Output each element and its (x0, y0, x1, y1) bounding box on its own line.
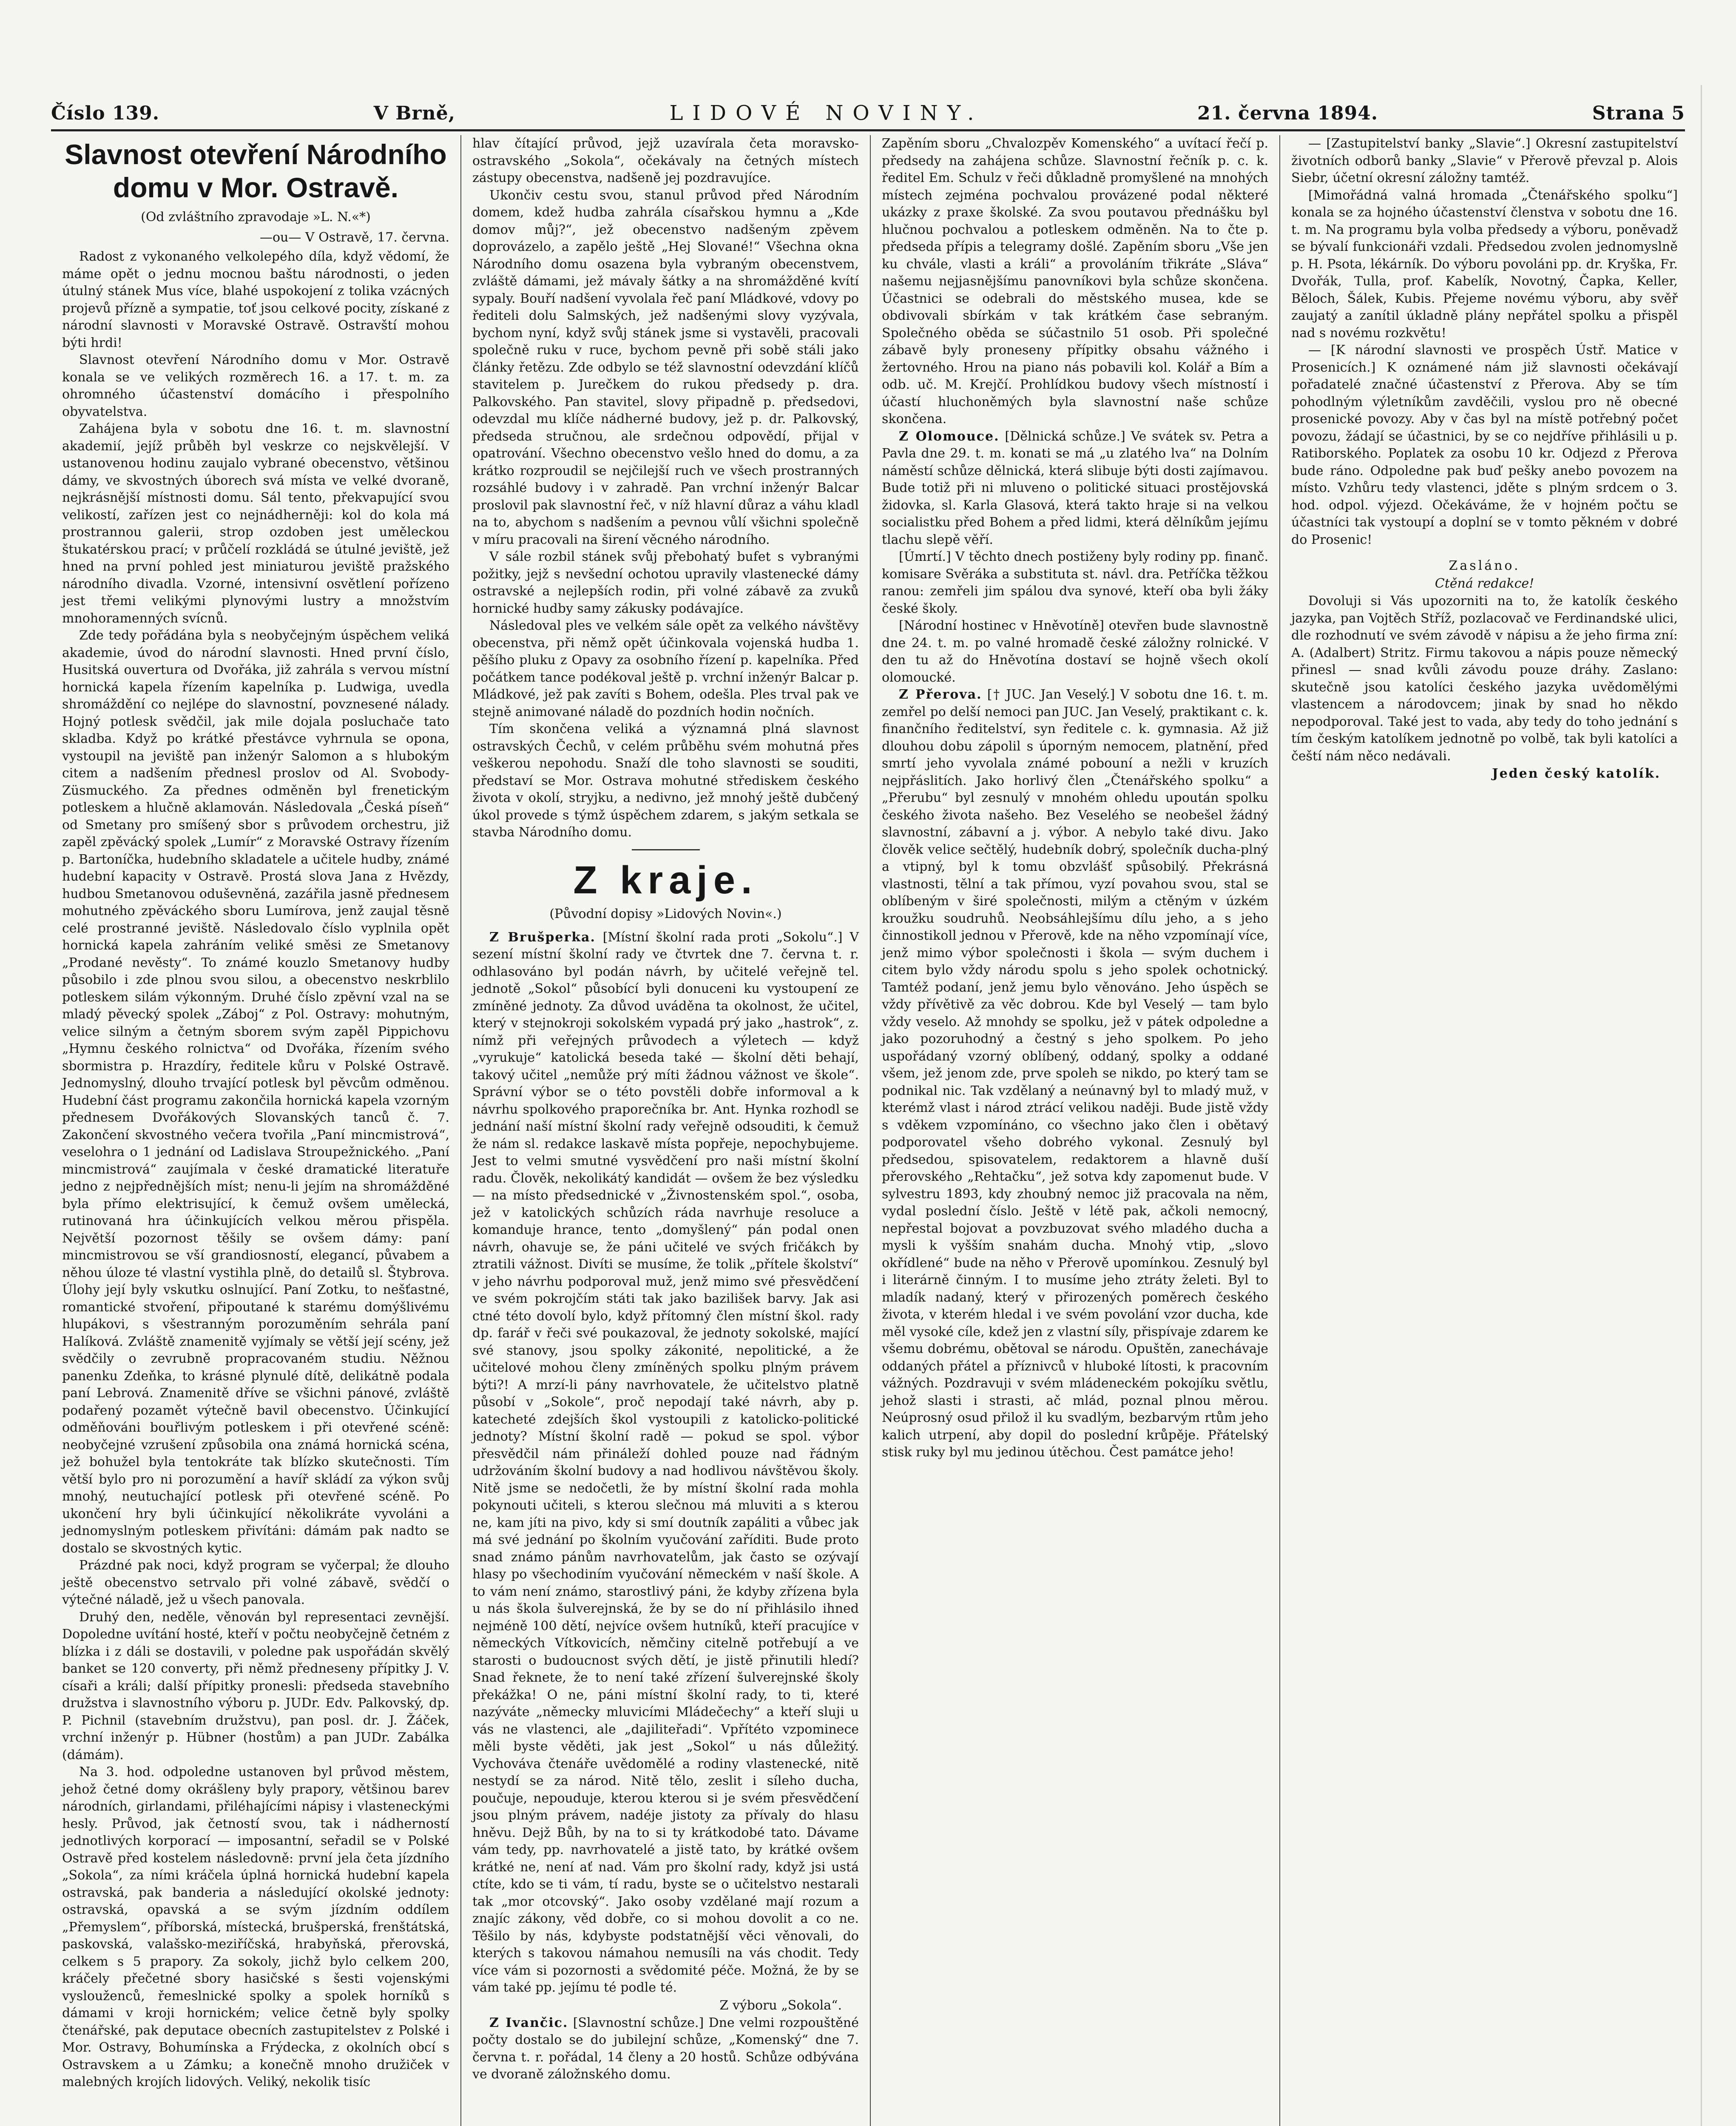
report-signature: Z výboru „Sokola“. (719, 1998, 842, 2013)
notice-salutation: Ctěná redakce! (1435, 576, 1534, 591)
report-paragraph: [Národní hostinec v Hněvotíně] otevřen bude slavnostně dne 24. t. m. po valné hromadě české záložny rolnické. V den tu až do Hněvotína dostaví se hojně všech okolí olomoucké. (882, 618, 1268, 685)
section-title: Z kraje. (573, 858, 758, 902)
report-paragraph: [Úmrtí.] V těchto dnech postiženy byly rodiny pp. finanč. komisare Svěráka a substituta st. návl. dra. Petříčka těžkou ranou: zemřeli jim spálou dva synové, kteří oba byli žáky české školy. (882, 549, 1268, 616)
masthead (51, 97, 1685, 129)
article-paragraph: Následoval ples ve velkém sále opět za velkého návštěvy obecenstva, při němž opět účinkovala vojenská hudba 1. pěšího pluku z Opavy za osobního řízení p. kapelníka. Před počátkem tance podékoval ještě p. vrchní inženýr Balcar p. Mládkové, jež pak zavíti s Bohem, odešla. Ples trval pak ve stejně animované náladě do pozdních hodin nočních. (472, 618, 859, 719)
columns (51, 135, 1690, 2126)
city: V Brně, (373, 102, 455, 124)
report-text: [† JUC. Jan Veselý.] V sobotu dne 16. t. m. zemřel po delší nemoci pan JUC. Jan Veselý, praktikant c. k. finančního ředitelství, syn ředitele c. k. gymnasia. Až již dlouhou dobu zápolil s úporným nemocem, platnění, před smrtí jeho vyvolala známé pobouní a nežli v kruzích nejpřáslitích. Jako horlivý člen „Čtenářského spolku“ a „Přerubu“ byl zesnulý v mnohém ohledu upoután spolku českého života našeho. Bez Veselého se neobešel žádný slavnostní, zábavní a j. výbor. A nebylo také divu. Jako člověk velice sečtělý, hudebník dobrý, společník ducha-plný a vtipný, byl k tomu obzvlášť spůsobilý. Překrásná vlastnosti, tělní a tak přímou, vyzí povahou svou, stal se oblíbeným v širé společnosti, milým a ctěným v úzkém kroužku soudruhů. Neobsáhlejšímu dílu jeho, a s jeho činnostikoll jednou v Přerově, kde na něho vzpomínají více, jenž mimo výbor společnosti i škola — svým duchem i citem bylo vždy národu spolu s jeho spolek ochotnický. Tamtéž podaní, jenž jemu bylo věnováno. Jeho úspěch se vždy přívětivě za věc dobrou. Kde byl Veselý — tam bylo vždy veselo. Až mnohdy se spolku, jež v pátek odpoledne a jako pozoruhodný a čestný s jeho spolkem. Po jeho uspořádaný vzorný oblíbený, oddaný, spolky a oddané všem, jež jenom zde, prve spoleh se nikdo, po který tam se podnikal nic. Tak vzdělaný a neúnavný byl to mladý muž, v kterémž vlast i národ ztrácí velikou naději. Bude jistě vždy s vděkem vzpomínáno, co všechno jako člen i obětavý podporovatel všeho dobrého vykonal. Zesnulý byl předsedou, spisovatelem, redaktorem a hlavně duší přerovského „Rehtačku“, jež sotva kdy zapomenut bude. V sylvestru 1893, kdy zhoubný nemoc již pracovala na něm, vydal poslední číslo. Ještě v létě pak, ačkoli nemocný, nepřestal bojovat a povzbuzovat svého mladého ducha a mysli k vyšším snahám ducha. Mnohý vtip, „slovo okřídlené“ bude na něho v Přerově upomínkou. Zesnulý byl i literárně činným. I to musíme jeho ztráty želeti. Byl to mladík nadaný, který v přirozených poměrech českého života, v kterém hledal i ve svém povolání vzor ducha, kde měl vysoké cíle, kdež jen z vlastní síly, přispívaje zdarem ke všemu dobrému, obětoval se národu. Opuštěn, zanechávaje oddaných přátel a příznivců v hluboké lítosti, k pracovním vážných. Pozdravuji v svém mládeneckém pokojíku světlu, jehož slasti i strasti, ač mlád, poznal plnou měrou. Neúprosný osud přilož il ku svadlým, bezbarvým rtům jeho kalich utrpení, aby dopil do poslední krůpěje. Přátelský stisk ruky byl mu jedinou útěchou. Čest památce jeho! (882, 687, 1268, 1460)
column-1 (51, 135, 460, 2126)
section-subtitle: (Původní dopisy »Lidových Novin«.) (549, 906, 782, 921)
report-place: Z Ivančic. (489, 2015, 568, 2030)
report-paragraph (882, 686, 1268, 1461)
report-paragraph (472, 2015, 859, 2083)
article-paragraph: V sále rozbil stánek svůj přebohatý bufet s vybranými požitky, jejž s nevšední ochotou upravily vlastenecké dámy ostravské a nejlepších rodin, při volné zábavě za zvuků hornické hudby samy zákusky podávajíce. (472, 549, 859, 616)
report-paragraph (472, 929, 859, 1997)
article-paragraph: Tím skončena veliká a významná plná slavnost ostravských Čechů, v celém průběhu svém mohutná přes veškerou nepohodu. Snaží dle toho slavnosti se souditi, představí se Mor. Ostrava mohutné střediskem českého života v okolí, stryjku, a nedivno, jež mnohý ještě dubčený úkol provede s týmž úspěchem zdarem, s jakým setkala se stavba Národního domu. (472, 722, 859, 840)
issue-date: 21. června 1894. (1197, 102, 1378, 124)
column-2 (460, 135, 870, 2126)
report-place: Z Olomouce. (899, 429, 1000, 444)
article-headline: Slavnost otevření Národního domu v Mor. Ostravě. (65, 139, 447, 203)
report-paragraph: — [K národní slavnosti ve prospěch Ústř. Matice v Prosenicích.] K oznámené nám již slavnosti očekávají pořadatelé značné účastenství z Přerova. Aby se tím pohodlným výletníkům zavděčili, vyslou pro ně obecné prosenické povozy. Aby v čas byl na místě potřebný počet povozu, žádají se účastnici, by se co nejdříve přihlásili u p. Ratiborského. Poplatek za osobu 10 kr. Odjezd z Přerova bude ráno. Odpoledne pak buď pešky anebo povozem na místo. Vzhůru tedy vlastenci, jděte s plným srdcem o 3. hod. odpol. výjezd. Očekáváme, že v hojném počtu se účastníci tak vystoupí a doplní se v tomto pěkném v dobré do Prosenic! (1291, 343, 1678, 547)
article-paragraph: Druhý den, neděle, věnován byl representaci zevnější. Dopoledne uvítání hosté, kteří v počtu neobyčejně četném z blízka i z dáli se dostavili, v poledne pak uspořádán skvělý banket se 120 converty, při němž předneseny přípitky J. V. císaři a králi; další přípitky pronesli: předseda stavebního družstva i slavnostního výboru p. JUDr. Edv. Palkovský, dp. P. Pichnil (stavebním družstvu), pan posl. dr. J. Žáček, vrchní inženýr p. Hübner (hostům) a pan JUDr. Zabálka (dámám). (62, 1609, 449, 1762)
article-paragraph: Na 3. hod. odpoledne ustanoven byl průvod městem, jehož četné domy okrášleny byly prapory, většinou barev národních, girlandami, přiléhajícími nápisy i vlasteneckými hesly. Průvod, jak četností svou, tak i nádherností jednotlivých korporací — imposantní, seřadil se v Polské Ostravě před kostelem následovně: první jela četa jízdního „Sokola“, za ními kráčela úplná hornická hudební kapela ostravská, pak banderia a následující okolské jednoty: ostravská, opavská a se svým jízdním oddílem „Přemyslem“, příborská, místecká, brušperská, frenštátská, paskovská, valašsko-meziříčská, hrabyňská, přerovská, celkem s 5 prapory. Za sokoly, jichž bylo celkem 200, kráčely přečetné sbory hasičské s šesti vojenskými vyslouženců, řemeslnické spolky a spolek horníků s dámami v kroji hornickém; velice četně byly spolky čtenářské, pak deputace obecních zastupitelstev z Polské i Mor. Ostravy, Bohumínska a Frýdecka, z okolních obcí s Ostravskem a u Zámku; a konečně mnoho družiček v malebných krojích lidových. Veliký, nekolik tisíc (62, 1765, 449, 2089)
article-paragraph: Radost z vykonaného velkolepého díla, když vědomí, že máme opět o jednu mocnou baštu národnosti, o jeden útulný stánek Mus více, blahé uspokojení z tolika vzácných projevů přízně a sympatie, toť jsou celkové pocity, získané z národní slavnosti v Moravské Ostravě. Ostravští mohou býti hrdi! (62, 249, 449, 350)
report-text: [Slavnostní schůze.] Dne velmi rozpouštěné počty dostalo se do jubilejní schůze, „Komenský“ dne 7. června t. r. pořádal, 14 členy a 20 hostů. Schůze odbývána ve dvoraně záložnského domu. (472, 2015, 859, 2082)
report-paragraph: Zapěním sboru „Chvalozpěv Komenského“ a uvítací řečí p. předsedy na zahájena schůze. Slavnostní řečník p. c. k. ředitel Em. Schulz v řeči důkladně promyšlené na mnohých místech zejména pochvalou provázené podal některé ukázky z praxe školské. Za svou poutavou přednášku byl hlučnou pochvalou a potleskem odměněn. Na to čte p. předseda přípis a telegramy došlé. Zapěním sboru „Vše jen ku chvále, vlasti a králi“ a provoláním třikráte „Sláva“ našemu nejjasnějšímu panovníkovi byla schůze skončena. Účastnici se odebrali do městského musea, kde se obdivovali sbírkám v tak krátkém čase sebraným. Společného oběda se súčastnilo 51 osob. Při společné zábavě byly proneseny přípitky obsahu vážného i žertovného. Hrou na piano nás pobavili kol. Kolář a Bím a odb. uč. M. Krejčí. Prohlídkou budovy všech místností i účastí hluchoněmých byla slavnostní naše schůze skončena. (882, 136, 1268, 426)
notice-text: Dovoluji si Vás upozorniti na to, že katolík českého jazyka, pan Vojtěch Stříž, pozlacovač ve Ferdinandské ulici, dle rozhodnutí ve svém závodě v nápisu a že jeho firma zní: A. (Adalbert) Stritz. Firmu takovou a nápis pouze německý přinesl — snad kvůli závodu pouze dráhy. Zaslano: skutečně jsou katolíci českého jazyka uvědomělými vlastencem a národovcem; jinak by snad ho někdo nepodporoval. Také jest to vada, aby tedy do toho jednání s tím českým katolíkem jednotně po volbě, tak byli katolíci a čeští nám něco nedávali. (1291, 594, 1678, 764)
report-place: Z Brušperka. (489, 929, 596, 945)
article-paragraph: Zahájena byla v sobotu dne 16. t. m. slavnostní akademií, jejíž průběh byl veskrze co nejskvělejší. V ustanovenou hodinu zaujalo vybrané obecenstvo, většinou dámy, ve skvostných úborech svá místa ve velké dvoraně, nejkrásnější místnosti domu. Sál tento, překvapující svou velikostí, zařízen jest co nejnádherněji: kol do kola má prostrannou galerii, strop ozdoben jest uměleckou štukatérskou prací; v průčelí rozkládá se útulné jeviště, jež hned na první pohled jest miniaturou jeviště pražského národního divadla. Vzorné, intensivní osvětlení pořízeno jest třemi velikými plynovými lustry a množstvím mnohoramenných svícnů. (62, 421, 449, 626)
page-edge-rule (1701, 85, 1702, 2126)
notice-signature: Jeden český katolík. (1492, 766, 1661, 781)
newspaper-title: LIDOVÉ NOVINY. (669, 101, 983, 125)
report-paragraph: [Mimořádná valná hromada „Čtenářského spolku“] konala se za hojného účastenství členstva v sobotu dne 16. t. m. Na programu byla volba předsedy a výboru, poněvadž se bývalí funkcionáři vzdali. Předsedou zvolen jednomyslně p. H. Psota, lékárník. Do výboru povoláni pp. dr. Kryška, Fr. Dvořák, Tulla, prof. Kabelík, Novotný, Čapka, Keller, Běloch, Šálek, Kubis. Přejeme novému výboru, aby svěř zaujatý a zanítil úkladně plány nepřátel spolku a přispěl nad s novému rozkvětu! (1291, 188, 1678, 341)
article-paragraph: Ukončiv cestu svou, stanul průvod před Národním domem, kdež hudba zahrála císařskou hymnu a „Kde domov můj?“, jež obecenstvo nadšeným zpěvem doprovázelo, a zapělo ještě „Hej Slované!“ Všechna okna Národního domu osazena byla vybraným obecenstvem, zvláště dámami, jež mávaly šátky a na shromážděné kvítí sypaly. Bouří nadšení vyvolala řeč paní Mládkové, vdovy po řediteli dolu Salmských, jež nadšenými slovy vyzývala, bychom nyní, když svůj stánek jsme si vystavěli, pracovali společně ruku v ruce, bychom pevně při sobě stáli jako články řetězu. Zde odbylo se též slavnostní odevzdání klíčů stavitelem p. Jurečkem do rukou předsedy p. dra. Palkovského. Pan stavitel, slovy připadně p. předsedovi, odevzdal mu klíče nádherné budovy, jež p. dr. Palkovský, předseda stručnou, ale srdečnou odpovědí, přijal v opatrování. Všechno obecenstvo vešlo hned do domu, a za krátko rozproudil se nejčilejší ruch ve všech prostranných rozsáhlé budovy i v zahradě. Pan vrchní inženýr Balcar proslovil pak slavnostní řeč, v níž hlavní důraz a váhu kladl na to, abychom s nadšením a pevnou vůlí všichni společně v míru pracovali na širení věcného národního. (472, 188, 859, 547)
report-text: [Místní školní rada proti „Sokolu“.] V sezení místní školní rady ve čtvrtek dne 7. června t. r. odhlasováno byl podán návrh, by učitelé veřejně tel. jednotě „Sokol“ působící byli donuceni ku vystoupení ze zmíněné jednoty. Za důvod uváděna ta okolnost, že učitel, který v stejnokroji sokolském vypadá prý jako „hastrok“, z. nímž při veřejných průvodech a výletech — když „vyrukuje“ katolická beseda také — školní děti behají, takový učitel „nemůže prý míti žádnou vážnost ve škole“. Správní výbor se o této povstěli dobře informoval a k návrhu spolkového praporečníka br. Ant. Hynka rozhodl se jednání naší místní školní rady veřejně odsouditi, k čemuž že nám sl. redakce laskavě místa popřeje, nepochybujeme. Jest to velmi smutné vysvědčení pro naši místní školní radu. Člověk, nekolikátý kandidát — ovšem že bez výsledku — na místo předsednické v „Živnostenském spol.“, osoba, jež v katolických schůzích ráda navrhuje resoluce a komanduje hrance, tento „domyšlený“ pán podal onen návrh, ohavuje se, že páni učitelé ve svých fričákch by ztratili vážnost. Divíti se musíme, že tolik „přítele školství“ v jeho návrhu podporoval muž, jenž mimo své přesvědčení ve svém pokrojčím státi tak jako bazilišek barvy. Jak asi ctné této dovolí bylo, když přítomný člen místní škol. rady dp. farář v řeči své poukazoval, že jednoty sokolské, mající své stanovy, jsou spolky zákonité, nepolitické, a že učitelové mohou členy zmíněných spolku plným právem býti?! A mrzí-li pány navrhovatele, že učitelstvo platně působí v „Sokole“, proč nepodají také návrh, aby p. katecheté zdejších škol vystoupili z katolicko-politické jednoty? Místní školní radě — pokud se spol. výbor přesvědčil nám přináleží dohled pouze nad řádným udržováním školní budovy a nad hodlivou návštěvou školy. Nitě jsme se nedočetli, že by místní školní rada mohla pokynouti učiteli, s kterou slečnou má mluviti a s kterou ne, kam jíti na pivo, kdy si smí doutník zapáliti a vůbec jak má své jednání po školním vyučování zaříditi. Bude proto snad známo pánům navrhovatelům, jak často se ozývají hlasy po všechodiním vyučování německém v naší škole. A to vám není známo, starostlivý páni, že kdyby zřízena byla u nás škola šulverejnská, že by se do ní přihlásilo ihned nejméně 100 dětí, nejvíce ovšem hutníků, kteří pracujíce v německých Vítkovicích, němčiny citelně potřebují a ve starosti o budoucnost svých dětí, je jistě přinutili hledí? Snad řeknete, že to není také zřízení šulverejnské školy překážka! O ne, páni místní školní rady, to ti, které nazýváte „německy mluvicími Mládečechy“ a kteří sluji u vás ne vlastenci, ale „dajiliteřadi“. Vpřítéto vzpominece měli byste věděti, jak jest „Sokol“ u nás důležitý. Vychováva čtenáře uvědomělé a rodiny vlastenecké, nitě nestydí se za národ. Nitě tělo, zeslit i síleho ducha, poučuje, nepouduje, kterou kterou si je svém přesvědčení jsou plným právem, nadéje jistoty za přívaly do hlasu hněvu. Dejž Bůh, by na to si ty krátkodobé tato. Dávame vám tedy, pp. navrhovatelé a jistě tato, by krátké ovšem krátké ne, není ať nad. Vám pro školní rady, když jsi ustá ctíte, kdo se ti vám, tí radu, byste se o učitelstvo nestarali tak „mor otcovský“. Jako osoby vzdělané mají rozum a znajíc zákony, věd dobře, co si mohou dovolit a co ne. Těšilo by nás, kdybyste podstatnější věci věnovali, do kterých s takovou námahou nemusíli na vás chodit. Tedy více vám si pozornosti a svědomité péče. Možná, že by se vám také pp. jejímu té podle té. (472, 929, 859, 1995)
article-dateline: —ou— V Ostravě, 17. června. (259, 230, 449, 245)
article-paragraph: hlav čítající průvod, jejž uzavírala četa moravsko-ostravského „Sokola“, očekávaly na četných místech zástupy obecenstva, nadšeně jej pozdravujíce. (472, 136, 859, 185)
notice-heading: Zasláno. (1449, 558, 1520, 573)
column-4 (1279, 135, 1689, 2126)
report-place: Z Přerova. (899, 687, 982, 702)
report-paragraph: — [Zastupitelství banky „Slavie“.] Okresní zastupitelství životních odborů banky „Slavie“ v Přerově převzal p. Alois Siebr, účetní okresní záložny tamtéž. (1291, 136, 1678, 185)
article-paragraph: Prázdné pak noci, když program se vyčerpal; že dlouho ještě obecenstvo setrvalo při volné zábavě, svědčí o výtečné náladě, jež u všech panovala. (62, 1558, 449, 1607)
article-paragraph: Slavnost otevření Národního domu v Mor. Ostravě konala se ve velikých rozměrech 16. a 17. t. m. za ohromného účastenství domácího i přespolního obyvatelstva. (62, 352, 449, 419)
column-3 (870, 135, 1279, 2126)
page-number: Strana 5 (1592, 102, 1685, 124)
section-divider (632, 849, 700, 850)
article-paragraph: Zde tedy pořádána byla s neobyčejným úspěchem veliká akademie, úvod do národní slavnosti. Hned první číslo, Husitská ouvertura od Dvořáka, již zahrála s vervou místní hornická kapela řízením kapelníka p. Ludwiga, uvedla shromáždění co nejlépe do slavnostní, povznesené nálady. Hojný potlesk svědčil, jak mile dojala posluchače tato skladba. Když po krátké přestávce vyhrnula se opona, vystoupil na jeviště pan inženýr Salomon a s hlubokým citem a nadšením přednesl proslov od Al. Svobody-Züsmuckého. Za přednes odměněn byl frenetickým potleskem a hlučně aklamován. Následovala „Česká píseň“ od Smetany pro smíšený sbor s průvodem orchestru, již zapěl zpěvácký spolek „Lumír“ z Moravské Ostravy řízením p. Bartoníčka, hudebního skladatele a učitele hudby, známé hudební kapacity v Ostravě. Prostá slova Jana z Hvězdy, hudbou Smetanovou oduševněná, zazářila jasně přednesem mohutného zpěváckého sboru Lumírova, jenž zaujal těsně celé prostranné jeviště. Následovalo číslo vyplnila opět hornická kapela zahráním veliké směsi ze Smetanovy „Prodané nevěsty“. To známé kouzlo Smetanovy hudby působilo i zde plnou svou silou, a obecenstvo neskrblilo potleskem silám výkonným. Druhé číslo zpěvní vzal na se mladý pěvecký spolek „Záboj“ z Pol. Ostravy: mohutným, velice silným a četným sborem svým zapěl Pippichovu „Hymnu českého rolnictva“ od Dvořáka, řízením svého sbormistra p. Hrazdíry, ředitele kůru v Polské Ostravě. Jednomyslný, dlouho trvající potlesk byl pěvcům odměnou. Hudební část programu zakončila hornická kapela vzorným přednesem Dvořákových Slovanských tanců č. 7. Zakončení skvostného večera tvořila „Paní mincmistrová“, veselohra o 1 jednání od Ladislava Stroupežnického. „Paní mincmistrová“ zaujímala v české dramatické literatuře jedno z nejpřednějších míst; nenu-li jejím na shromážděné byla přímo elektrisující, k čemuž ovšem umělecká, rutinovaná hra účinkujících velkou měrou přispěla. Největší pozornost těšily se ovšem dámy: paní mincmistrovou se vší grandiosností, elegancí, půvabem a něhou úloze té vlastní vystihla plně, do detailů sl. Štybrova. Úlohy její byly vskutku oslnující. Paní Zotku, to nešťastné, romantické stvoření, připoutané k starému domýšlivému hlupákovi, s všestranným porozuměním sehrála paní Halíková. Zvláště znamenitě vyjímaly se větší její scény, jež svědčily o zevrubně propracovaném studiu. Něžnou panenku Zdeňka, to krásné plynulé dítě, delikátně podala paní Lebrová. Znamenitě dříve se všichni pánové, zvláště podařený pozamět výtečně bavil obecenstvo. Účinkující odměňováni bouřlivým potleskem i při otevřené scéně: neobyčejné vzrušení způsobila ona známá hornická scéna, jež bohužel byla tentokráte tak blízko skutečnosti. Tím větší bylo pro ni porozumění a havíř skládí za výkon svůj mnohý, neutuchající potlesk při otevřené scéně. Po ukončení hry byli účinkující několikráte vyvoláni a jednomyslným potleskem přivítáni: dámám pak nadto se dostalo se skvostných kytic. (62, 628, 449, 1556)
report-text: [Dělnická schůze.] Ve svátek sv. Petra a Pavla dne 29. t. m. konati se má „u zlatého lva“ na Dolním náměstí schůze dělnická, která slibuje býti dosti zajímavou. Bude totiž při ni mluveno o politické situaci prostějovská židovka, sl. Karla Glasová, která takto hraje si na velkou socialistku před Bohem a před lidmi, která dělníkům jejímu tlachu slepě věří. (882, 429, 1268, 547)
report-paragraph (882, 428, 1268, 549)
masthead-rule (51, 129, 1685, 131)
issue-number: Číslo 139. (51, 102, 160, 124)
article-byline: (Od zvláštního zpravodaje »L. N.«*) (141, 210, 371, 225)
